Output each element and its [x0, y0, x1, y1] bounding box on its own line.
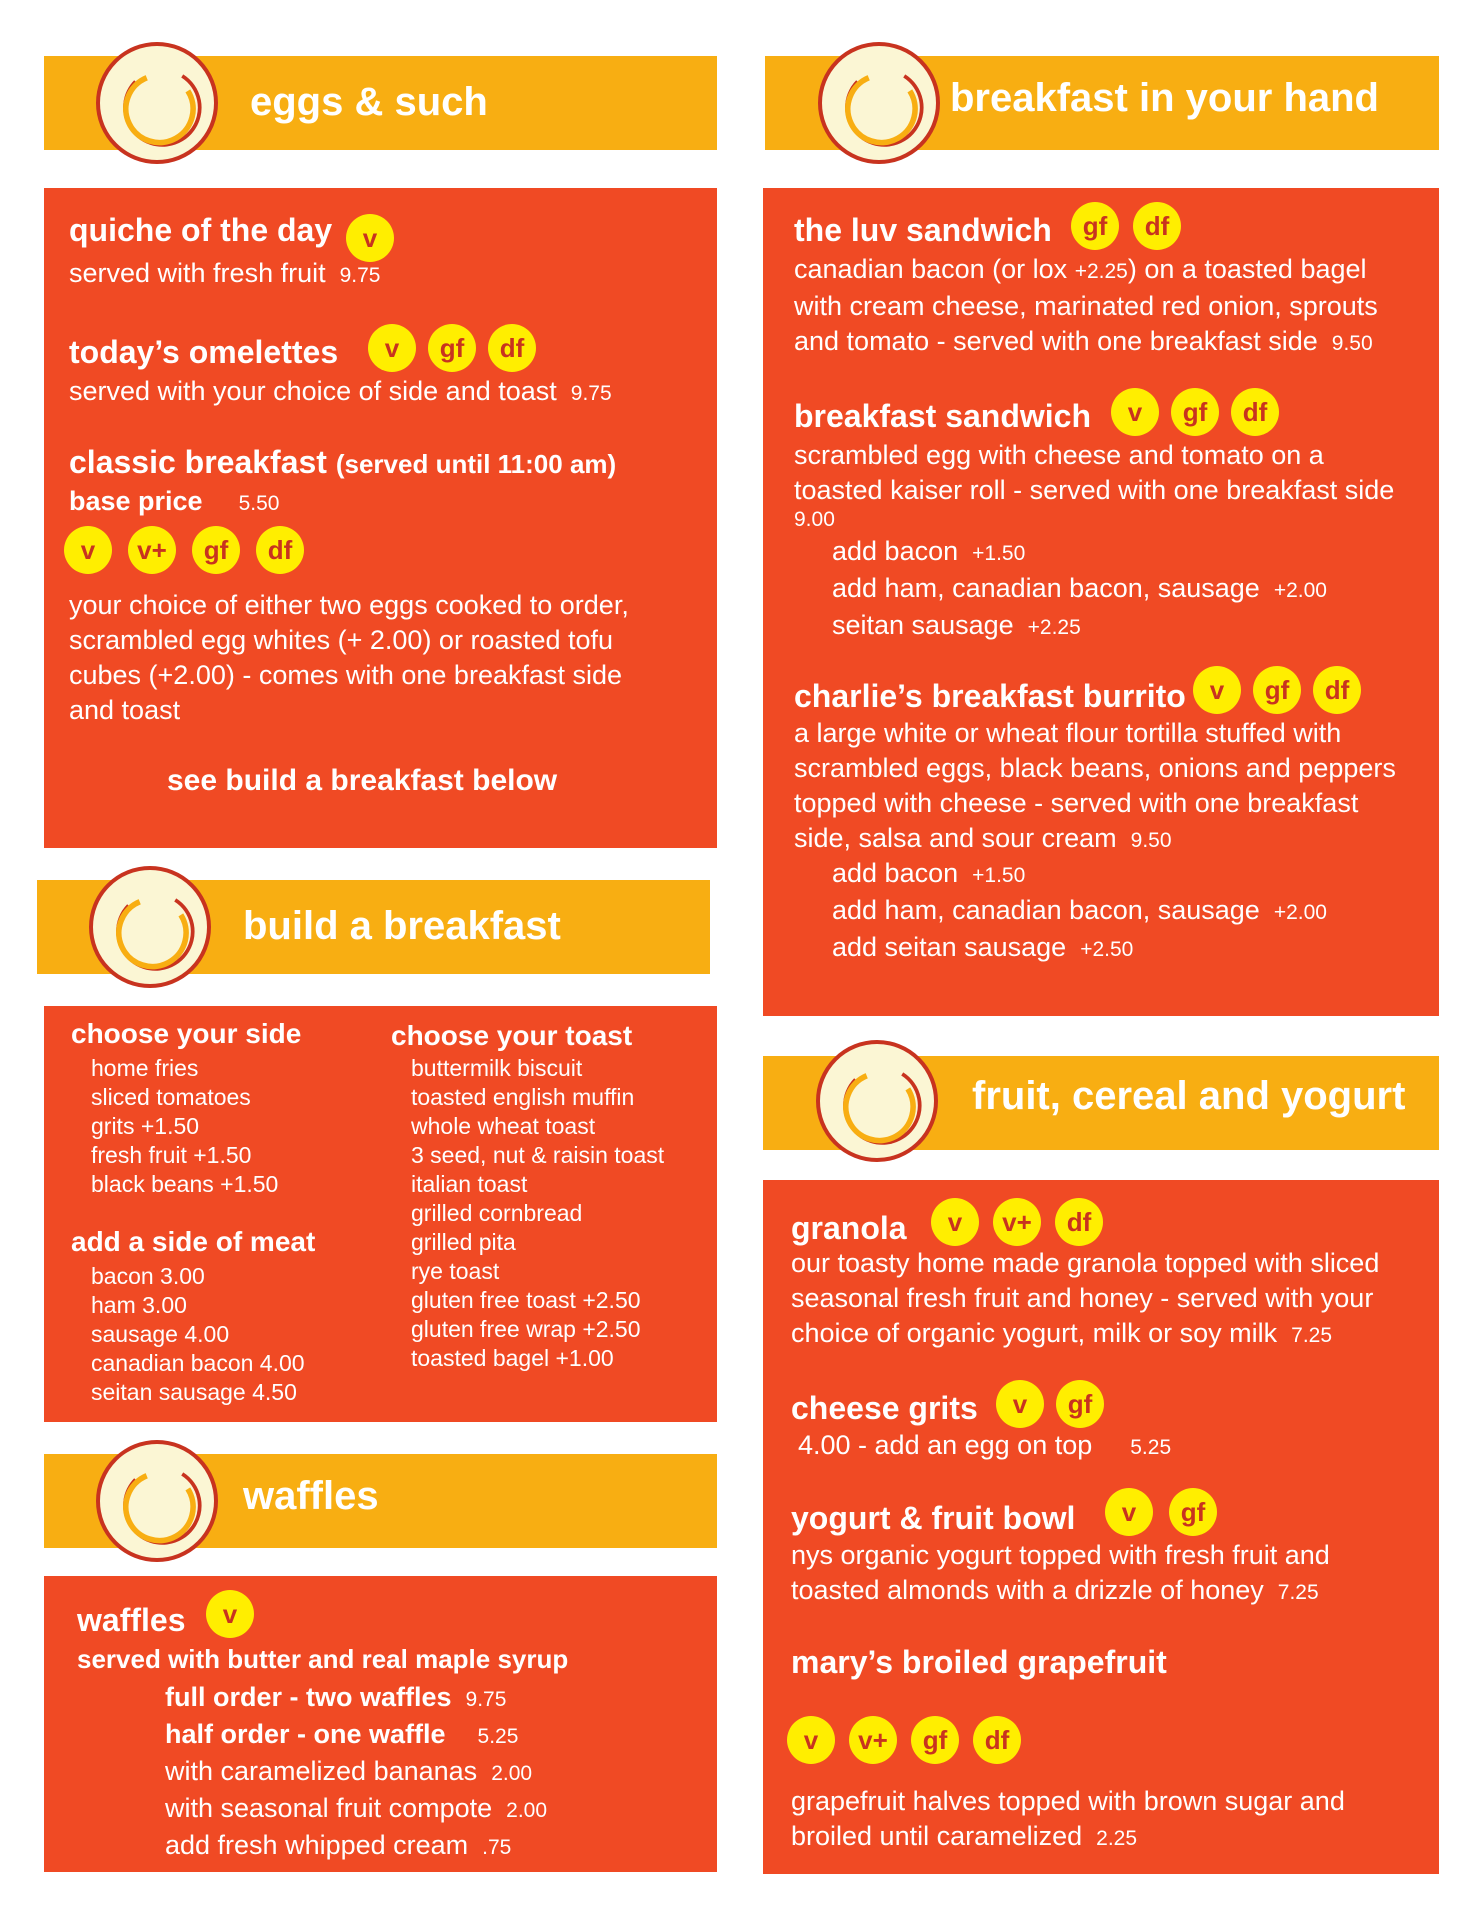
list-item: rye toast — [411, 1258, 500, 1284]
badge-df: df — [256, 526, 304, 574]
badge-gf: gf — [1169, 1488, 1217, 1536]
badge-df: df — [1055, 1198, 1103, 1246]
classic-badges — [64, 526, 304, 574]
list-item: grilled cornbread — [411, 1200, 583, 1226]
badge-df: df — [1313, 666, 1361, 714]
quiche-desc: served with fresh fruit 9.75 — [69, 258, 381, 288]
waffles-options — [165, 1680, 547, 1865]
addon-item: add bacon +1.50 — [832, 536, 1026, 566]
list-item: grilled pita — [411, 1229, 516, 1255]
badge-gf: gf — [1171, 388, 1219, 436]
addon-item: add ham, canadian bacon, sausage +2.00 — [832, 573, 1327, 603]
omelettes-badges — [368, 324, 536, 372]
waffles-logo-icon — [96, 1440, 218, 1562]
badge-gf: gf — [1253, 666, 1301, 714]
yogurt-price: 7.25 — [1277, 1581, 1319, 1604]
list-item: toasted english muffin — [411, 1084, 635, 1110]
luv-price: 9.50 — [1331, 332, 1373, 355]
classic-desc: your choice of either two eggs cooked to order, scrambled egg whites (+ 2.00) or roasted tofu cubes (+2.00) - comes with one breakfast side and toast — [69, 590, 629, 725]
grapefruit-desc: grapefruit halves topped with brown sugar and broiled until caramelized 2.25 — [791, 1786, 1345, 1851]
list-item: sausage 4.00 — [91, 1321, 230, 1347]
grits-desc: 4.00 - add an egg on top 5.25 — [798, 1430, 1172, 1460]
classic-base-price: 5.50 — [238, 492, 280, 515]
grits-title: cheese grits — [791, 1390, 978, 1426]
badge-v: v — [787, 1716, 835, 1764]
list-item: gluten free wrap +2.50 — [411, 1316, 641, 1342]
addon-item: add ham, canadian bacon, sausage +2.00 — [832, 895, 1327, 925]
burrito-price: 9.50 — [1130, 829, 1172, 852]
fruit-panel — [763, 1180, 1439, 1874]
grapefruit-price: 2.25 — [1096, 1827, 1138, 1850]
meat-title: add a side of meat — [71, 1226, 316, 1257]
badge-gf: gf — [428, 324, 476, 372]
quiche-badges — [346, 214, 394, 262]
luv-desc: canadian bacon (or lox +2.25) on a toasted bagel with cream cheese, marinated red onion, sprouts and tomato - served with one breakfast side 9.50 — [794, 254, 1378, 356]
badge-gf: gf — [911, 1716, 959, 1764]
sandwich-desc: scrambled egg with cheese and tomato on a toasted kaiser roll - served with one breakfast side — [794, 440, 1395, 505]
sandwich-title: breakfast sandwich — [794, 398, 1091, 434]
omelettes-price: 9.75 — [570, 382, 612, 405]
fruit-section-title: fruit, cereal and yogurt — [972, 1074, 1406, 1118]
yogurt-desc: nys organic yogurt topped with fresh fruit and toasted almonds with a drizzle of honey 7.25 — [791, 1540, 1330, 1605]
grits-badges — [996, 1380, 1104, 1428]
quiche-title: quiche of the day — [69, 212, 333, 248]
toast-list — [411, 1054, 664, 1373]
option-full-order: full order - two waffles 9.75 — [165, 1682, 507, 1712]
sandwich-addons — [832, 534, 1327, 645]
badge-gf: gf — [192, 526, 240, 574]
waffles-subtitle: served with butter and real maple syrup — [77, 1644, 569, 1674]
fruit-logo-icon — [816, 1040, 938, 1162]
badge-v-plus: v+ — [849, 1716, 897, 1764]
option-half-order: half order - one waffle 5.25 — [165, 1719, 519, 1749]
badge-df: df — [488, 324, 536, 372]
side-list — [91, 1054, 278, 1199]
hand-section-title: breakfast in your hand — [950, 76, 1379, 120]
meat-list — [91, 1262, 305, 1407]
badge-gf: gf — [1071, 202, 1119, 250]
see-build-below: see build a breakfast below — [167, 764, 558, 797]
side-title: choose your side — [71, 1018, 302, 1049]
waffles-badges — [206, 1590, 254, 1638]
badge-v-plus: v+ — [993, 1198, 1041, 1246]
yogurt-title: yogurt & fruit bowl — [791, 1500, 1076, 1536]
addon-item: seitan sausage +2.25 — [832, 610, 1081, 640]
hand-logo-icon — [818, 42, 940, 164]
grits-price: 5.25 — [1130, 1436, 1172, 1459]
luv-title: the luv sandwich — [794, 212, 1052, 248]
sandwich-badges — [1111, 388, 1279, 436]
list-item: fresh fruit +1.50 — [91, 1142, 252, 1168]
list-item: grits +1.50 — [91, 1113, 200, 1139]
build-panel — [44, 1006, 717, 1422]
burrito-desc: a large white or wheat flour tortilla stuffed with scrambled eggs, black beans, onions and peppers topped with cheese - served with one breakfast side, salsa and sour cream 9.50 — [794, 718, 1396, 853]
badge-df: df — [1133, 202, 1181, 250]
burrito-badges — [1193, 666, 1361, 714]
sandwich-price: 9.00 — [794, 508, 835, 531]
burrito-title: charlie’s breakfast burrito — [794, 678, 1186, 714]
hand-panel — [763, 188, 1439, 1016]
addon-item: add seitan sausage +2.50 — [832, 932, 1134, 962]
badge-v: v — [1193, 666, 1241, 714]
omelettes-desc: served with your choice of side and toast 9.75 — [69, 376, 612, 406]
granola-price: 7.25 — [1291, 1324, 1333, 1347]
list-item: sliced tomatoes — [91, 1084, 251, 1110]
classic-note: (served until 11:00 am) — [335, 449, 617, 479]
list-item: 3 seed, nut & raisin toast — [411, 1142, 665, 1168]
list-item: ham 3.00 — [91, 1292, 187, 1318]
list-item: bacon 3.00 — [91, 1263, 205, 1289]
granola-desc: our toasty home made granola topped with sliced seasonal fresh fruit and honey - served with your choice of organic yogurt, milk or soy milk 7.25 — [791, 1248, 1380, 1348]
waffles-panel — [44, 1576, 717, 1872]
list-item: whole wheat toast — [411, 1113, 596, 1139]
badge-df: df — [1231, 388, 1279, 436]
eggs-panel — [44, 188, 717, 848]
quiche-price: 9.75 — [339, 264, 381, 287]
burrito-addons — [832, 856, 1327, 967]
badge-v: v — [931, 1198, 979, 1246]
build-logo-icon — [89, 866, 211, 988]
list-item: italian toast — [411, 1171, 528, 1197]
badge-v: v — [64, 526, 112, 574]
grapefruit-title: mary’s broiled grapefruit — [791, 1644, 1167, 1680]
list-item: black beans +1.50 — [91, 1171, 279, 1197]
toast-title: choose your toast — [391, 1020, 633, 1051]
omelettes-title: today’s omelettes — [69, 334, 339, 370]
build-section-title: build a breakfast — [243, 904, 561, 948]
addon-item: add bacon +1.50 — [832, 858, 1026, 888]
option-whipped-cream: add fresh whipped cream .75 — [165, 1830, 512, 1860]
badge-v: v — [996, 1380, 1044, 1428]
badge-v: v — [1105, 1488, 1153, 1536]
list-item: buttermilk biscuit — [411, 1055, 583, 1081]
badge-v: v — [346, 214, 394, 262]
list-item: gluten free toast +2.50 — [411, 1287, 641, 1313]
classic-base: base price 5.50 — [69, 486, 280, 516]
badge-v: v — [1111, 388, 1159, 436]
classic-title: classic breakfast (served until 11:00 am) — [69, 444, 617, 480]
granola-title: granola — [791, 1210, 907, 1246]
grapefruit-badges — [787, 1716, 1021, 1764]
eggs-logo-icon — [96, 42, 218, 164]
badge-v: v — [368, 324, 416, 372]
list-item: home fries — [91, 1055, 199, 1081]
option-bananas: with caramelized bananas 2.00 — [165, 1756, 533, 1786]
list-item: canadian bacon 4.00 — [91, 1350, 305, 1376]
badge-v: v — [206, 1590, 254, 1638]
waffles-section-title: waffles — [243, 1474, 379, 1518]
badge-df: df — [973, 1716, 1021, 1764]
badge-gf: gf — [1056, 1380, 1104, 1428]
option-compote: with seasonal fruit compote 2.00 — [165, 1793, 548, 1823]
eggs-section-title: eggs & such — [250, 80, 488, 124]
granola-badges — [931, 1198, 1103, 1246]
luv-badges — [1071, 202, 1181, 250]
badge-v-plus: v+ — [128, 526, 176, 574]
yogurt-badges — [1105, 1488, 1217, 1536]
waffles-item-title: waffles — [77, 1602, 186, 1638]
list-item: toasted bagel +1.00 — [411, 1345, 614, 1371]
list-item: seitan sausage 4.50 — [91, 1379, 297, 1405]
